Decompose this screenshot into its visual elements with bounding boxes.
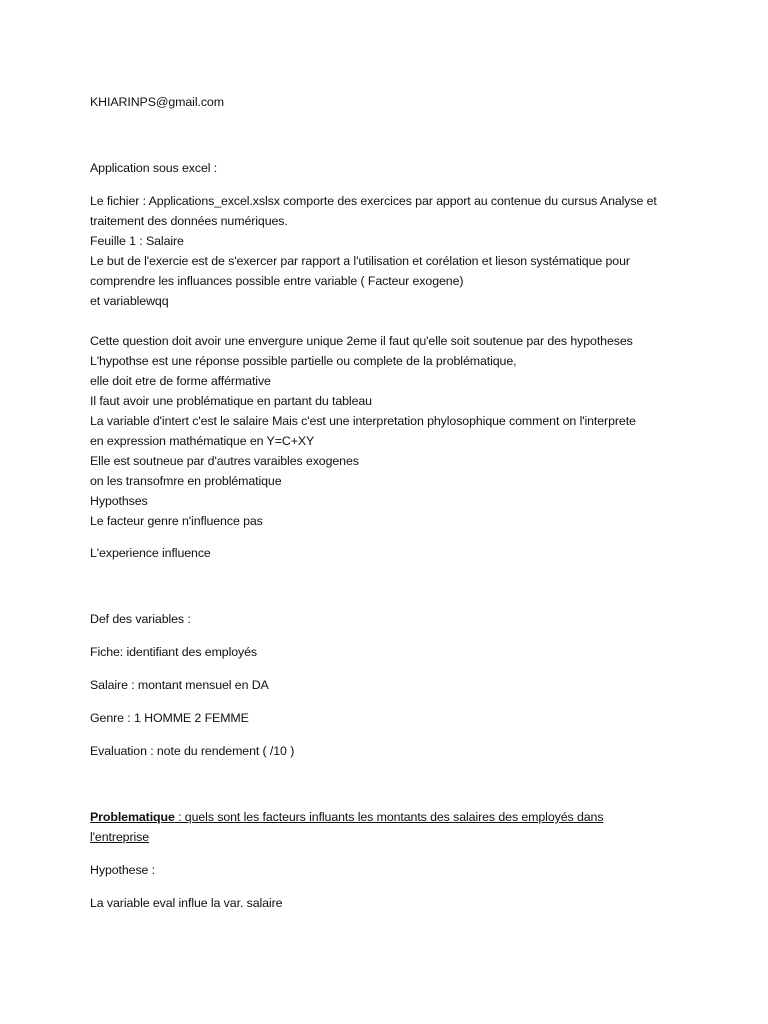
intro-line: comprendre les influances possible entre variable ( Facteur exogene) — [90, 274, 464, 288]
body-line: on les transofmre en problématique — [90, 474, 282, 488]
application-title: Application sous excel : — [90, 161, 218, 175]
hypothese-text: La variable eval influe la var. salaire — [90, 896, 283, 910]
intro-line: traitement des données numériques. — [90, 214, 288, 228]
body-line: Cette question doit avoir une envergure unique 2eme il faut qu'elle soit soutenue par des hypotheses — [90, 334, 633, 348]
problematique-line — [90, 807, 690, 827]
intro-line: Le but de l'exercie est de s'exercer par rapport a l'utilisation et corélation et lieson systématique pour — [90, 254, 630, 268]
body-line: Elle est soutneue par d'autres varaibles exogenes — [90, 454, 359, 468]
problematique-continuation: l'entreprise — [90, 830, 150, 844]
problematique-label: Problematique — [90, 810, 175, 824]
definitions-title: Def des variables : — [90, 612, 191, 626]
experience-line: L'experience influence — [90, 546, 211, 560]
hypothese-title: Hypothese : — [90, 863, 156, 877]
body-line: en expression mathématique en Y=C+XY — [90, 434, 315, 448]
intro-line: et variablewqq — [90, 294, 169, 308]
definition-item: Salaire : montant mensuel en DA — [90, 678, 269, 692]
definition-item: Fiche: identifiant des employés — [90, 645, 258, 659]
intro-line: Feuille 1 : Salaire — [90, 234, 184, 248]
intro-line: Le fichier : Applications_excel.xslsx comporte des exercices par apport au contenue du cursus Analyse et — [90, 194, 657, 208]
body-line: La variable d'intert c'est le salaire Mais c'est une interpretation phylosophique comment on l'interprete — [90, 414, 636, 428]
body-line: L'hypothse est une réponse possible partielle ou complete de la problématique, — [90, 354, 517, 368]
problematique-text: : quels sont les facteurs influants les montants des salaires des employés dans — [174, 810, 604, 824]
body-line: Il faut avoir une problématique en partant du tableau — [90, 394, 372, 408]
definition-item: Evaluation : note du rendement ( /10 ) — [90, 744, 295, 758]
body-line: elle doit etre de forme afférmative — [90, 374, 271, 388]
body-line: Hypothses — [90, 494, 148, 508]
definition-item: Genre : 1 HOMME 2 FEMME — [90, 711, 249, 725]
body-line: Le facteur genre n'influence pas — [90, 514, 263, 528]
email-address: KHIARINPS@gmail.com — [90, 95, 224, 109]
